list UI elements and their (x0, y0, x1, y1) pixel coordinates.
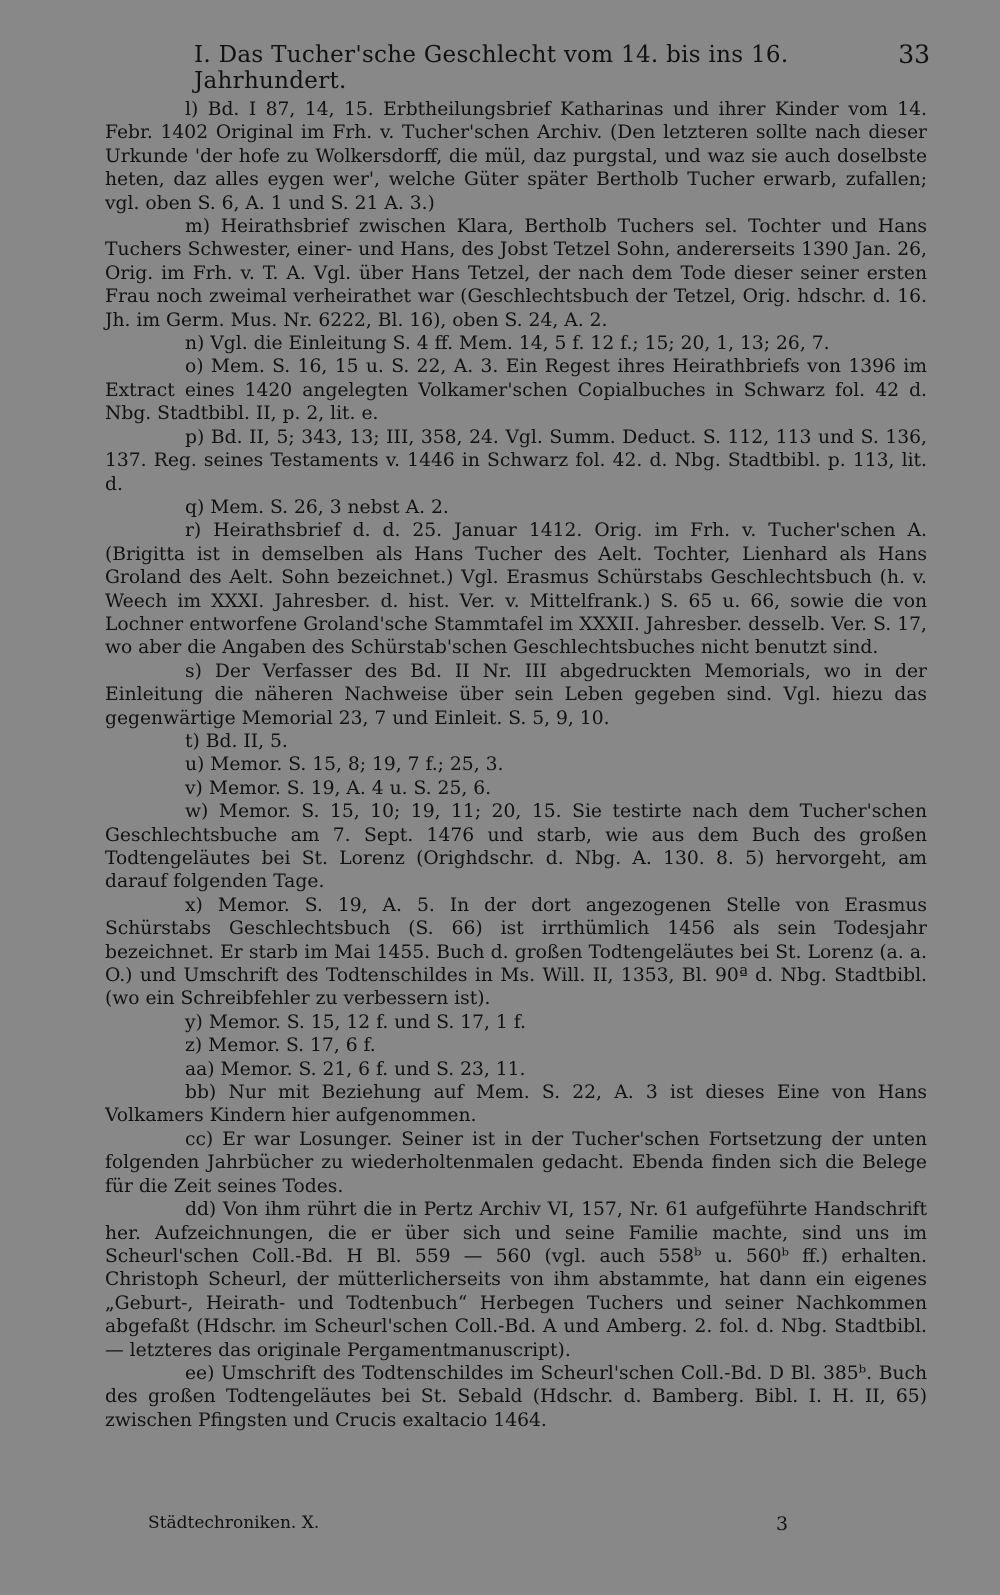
footnote-label: q) (185, 496, 205, 518)
footnote-text: Memor. S. 15, 12 f. und S. 17, 1 f. (208, 1011, 526, 1033)
footnote (105, 1198, 927, 1362)
footnote-label: bb) (185, 1082, 217, 1104)
footnote-label: t) (185, 730, 200, 752)
footnote-text: Memor. S. 19, A. 5. In der dort angezogenen Stelle von Erasmus Schürstabs Geschlechtsbuch (S. 66) ist irrthümlich 1456 als sein Todesjahr bezeichnet. Er starb im Mai 1455. Buch d. großen Todtengeläutes bei St. Lorenz (a. a. O.) und Umschrift des Todtenschildes in Ms. Will. II, 1353, Bl. 90ª d. Nbg. Stadtbibl. (wo ein Schreibfehler zu verbessern ist). (105, 894, 927, 1010)
footnote (105, 1081, 927, 1128)
footnote (105, 1058, 927, 1081)
footnote (105, 660, 927, 730)
footnote (105, 426, 927, 496)
footnote-label: ee) (185, 1362, 215, 1384)
footnote (105, 519, 927, 659)
footnote (105, 1034, 927, 1057)
footnote-text: Umschrift des Todtenschildes im Scheurl'schen Coll.-Bd. D Bl. 385ᵇ. Buch des großen Todtengeläutes bei St. Sebald (Hdschr. d. Bamberg. Bibl. I. H. II, 65) zwischen Pfingsten und Crucis exaltacio 1464. (105, 1362, 927, 1431)
footnote (105, 730, 927, 753)
footnote-label: dd) (185, 1199, 217, 1221)
footnote-label: l) (185, 99, 199, 120)
footnote-text: Bd. II, 5. (205, 730, 288, 752)
footnote-label: n) (185, 333, 205, 355)
footnote-label: x) (185, 894, 203, 916)
footnote-text: Bd. I 87, 14, 15. Erbtheilungsbrief Katharinas und ihrer Kinder vom 14. Febr. 1402 Original im Frh. v. Tucher'schen Archiv. (Den letzteren sollte nach dieser Urkunde 'der hofe zu Wolkersdorff, die mül, daz purgstal, und waz sie auch doselbste heten, daz alles eygen wer', welche Güter später Bertholb Tucher erwarb, zufallen; vgl. oben S. 6, A. 1 und S. 21 A. 3.) (105, 99, 927, 214)
footnote-text: Mem. S. 26, 3 nebst A. 2. (210, 496, 449, 518)
page-number: 33 (898, 40, 930, 69)
footnote-text: Der Verfasser des Bd. II Nr. III abgedruckten Memorials, wo in der Einleitung die näheren Nachweise über sein Leben gegeben sind. Vgl. hiezu das gegenwärtige Memorial 23, 7 und Einleit. S. 5, 9, 10. (105, 660, 927, 729)
footnote (105, 1128, 927, 1198)
footnote (105, 1011, 927, 1034)
footnote-text: Memor. S. 15, 10; 19, 11; 20, 15. Sie testirte nach dem Tucher'schen Geschlechtsbuche am 7. Sept. 1476 und starb, wie aus dem Buch des großen Todtengeläutes bei St. Lorenz (Orighdschr. d. Nbg. A. 130. 8. 5) hervorgeht, am darauf folgenden Tage. (105, 801, 927, 893)
footnote (105, 800, 927, 894)
footnote-label: o) (185, 356, 204, 378)
footnotes (105, 98, 927, 1432)
footnote-text: Er war Losunger. Seiner ist in der Tucher'schen Fortsetzung der unten folgenden Jahrbücher zu wiederholtenmalen gedacht. Ebenda finden sich die Belege für die Zeit seines Todes. (105, 1128, 927, 1197)
footnote-label: w) (185, 801, 209, 823)
footnote (105, 355, 927, 425)
footnote-text: Von ihm rührt die in Pertz Archiv VI, 157, Nr. 61 aufgeführte Handschrift her. Aufzeichnungen, die er über sich und seine Familie machte, sind uns im Scheurl'schen Coll.-Bd. H Bl. 559 — 560 (vgl. auch 558ᵇ u. 560ᵇ ff.) erhalten. Christoph Scheurl, der mütterlicherseits von ihm abstammte, hat dann ein eigenes „Geburt-, Heirath- und Todtenbuch“ Herbegen Tuchers und seiner Nachkommen abgefaßt (Hdschr. im Scheurl'schen Coll.-Bd. A und Amberg. 2. fol. d. Nbg. Stadtbibl. — letzteres das originale Pergamentmanuscript). (105, 1199, 927, 1361)
footnote (105, 894, 927, 1011)
running-header (100, 40, 930, 94)
footnote-label: u) (185, 754, 205, 776)
footnote (105, 1362, 927, 1432)
footnote-text: Memor. S. 15, 8; 19, 7 f.; 25, 3. (210, 754, 504, 776)
footnote-text: Heirathsbrief zwischen Klara, Bertholb Tuchers sel. Tochter und Hans Tuchers Schwester, einer- und Hans, des Jobst Tetzel Sohn, andererseits 1390 Jan. 26, Orig. im Frh. v. T. A. Vgl. über Hans Tetzel, der nach dem Tode dieser seiner ersten Frau noch zweimal verheirathet war (Geschlechtsbuch der Tetzel, Orig. hdschr. d. 16. Jh. im Germ. Mus. Nr. 6222, Bl. 16), oben S. 24, A. 2. (105, 216, 927, 331)
footnote-label: aa) (185, 1058, 215, 1080)
footnote-text: Heirathsbrief d. d. 25. Januar 1412. Orig. im Frh. v. Tucher'schen A. (Brigitta ist in demselben als Hans Tucher des Aelt. Tochter, Lienhard als Hans Groland des Aelt. Sohn bezeichnet.) Vgl. Erasmus Schürstabs Geschlechtsbuch (h. v. Weech im XXXI. Jahresber. d. hist. Ver. v. Mittelfrank.) S. 65 u. 66, sowie die von Lochner entworfene Groland'sche Stammtafel im XXXII. Jahresber. desselb. Ver. S. 17, wo aber die Angaben des Schürstab'schen Geschlechtsbuches nicht benutzt sind. (105, 520, 927, 659)
footnote (105, 496, 927, 519)
gathering-number: 3 (776, 1513, 789, 1535)
footnote-label: r) (185, 520, 202, 542)
footnote (105, 215, 927, 332)
footnote-text: Vgl. die Einleitung S. 4 ff. Mem. 14, 5 f. 12 f.; 15; 20, 1, 13; 26, 7. (210, 333, 830, 355)
footnote-label: v) (185, 777, 203, 799)
footnote (105, 98, 927, 215)
footnote-text: Memor. S. 19, A. 4 u. S. 25, 6. (208, 777, 492, 799)
footnote-text: Memor. S. 21, 6 f. und S. 23, 11. (220, 1058, 526, 1080)
footnote-label: cc) (185, 1128, 214, 1150)
footnote-label: p) (185, 426, 205, 448)
footnote-text: Memor. S. 17, 6 f. (208, 1035, 376, 1057)
footnote-label: y) (185, 1011, 203, 1033)
footnote-text: Nur mit Beziehung auf Mem. S. 22, A. 3 ist dieses Eine von Hans Volkamers Kindern hier aufgenommen. (105, 1082, 927, 1127)
signature-mark: Städtechroniken. X. (148, 1513, 320, 1533)
footnote-label: z) (185, 1035, 203, 1057)
footnote-label: s) (185, 660, 202, 682)
running-title: I. Das Tucher'sche Geschlecht vom 14. bis ins 16. Jahrhundert. (194, 42, 789, 94)
footnote (105, 753, 927, 776)
footnote-text: Mem. S. 16, 15 u. S. 22, A. 3. Ein Regest ihres Heirathbriefs von 1396 im Extract eines 1420 angelegten Volkamer'schen Copialbuches in Schwarz fol. 42 d. Nbg. Stadtbibl. II, p. 2, lit. e. (105, 356, 927, 425)
footnote-label: m) (185, 216, 211, 238)
footnote-text: Bd. II, 5; 343, 13; III, 358, 24. Vgl. Summ. Deduct. S. 112, 113 und S. 136, 137. Reg. seines Testaments v. 1446 in Schwarz fol. 42. d. Nbg. Stadtbibl. p. 113, lit. d. (105, 426, 927, 495)
footnote (105, 777, 927, 800)
footnote (105, 332, 927, 355)
